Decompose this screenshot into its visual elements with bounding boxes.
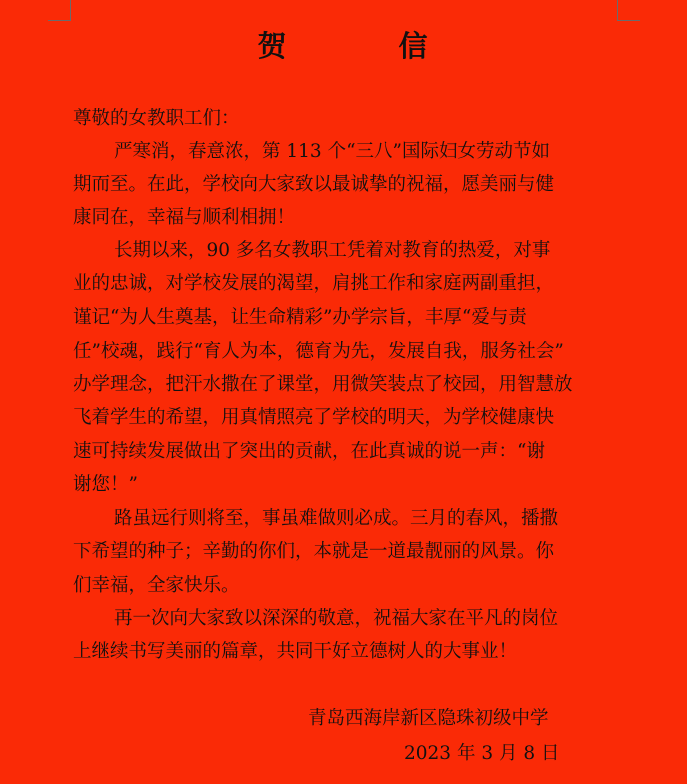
paragraph-1-line-2: 期而至。在此，学校向大家致以最诚挚的祝福，愿美丽与健 [73, 174, 555, 195]
paragraph-2-line-4: 任”校魂，践行“育人为本，德育为先，发展自我，服务社会” [73, 341, 564, 362]
paragraph-2-line-5: 办学理念，把汗水撒在了课堂，用微笑装点了校园，用智慧放 [73, 374, 573, 395]
signature-school: 青岛西海岸新区隐珠初级中学 [308, 708, 549, 729]
paragraph-3-line-2: 下希望的种子；辛勤的你们，本就是一道最靓丽的风景。你 [73, 541, 555, 562]
crop-mark-top-left [48, 0, 71, 21]
paragraph-2-line-1: 长期以来，90 多名女教职工凭着对教育的热爱，对事 [114, 240, 551, 261]
paragraph-2-line-2: 业的忠诚，对学校发展的渴望，肩挑工作和家庭两副重担， [73, 273, 555, 294]
letter-title [0, 24, 687, 65]
paragraph-2-line-3: 谨记“为人生奠基，让生命精彩”办学宗旨，丰厚“爱与责 [73, 307, 527, 328]
paragraph-3-line-1: 路虽远行则将至，事虽难做则必成。三月的春风，播撒 [114, 508, 559, 529]
paragraph-2-line-6: 飞着学生的希望，用真情照亮了学校的明天，为学校健康快 [73, 407, 555, 428]
paragraph-1-line-1: 严寒消，春意浓，第 113 个“三八”国际妇女劳动节如 [114, 141, 550, 162]
paragraph-4-line-1: 再一次向大家致以深深的敬意，祝福大家在平凡的岗位 [114, 608, 559, 629]
signature-date: 2023 年 3 月 8 日 [404, 743, 560, 764]
crop-mark-top-right [617, 0, 640, 21]
paragraph-2-line-7: 速可持续发展做出了突出的贡献，在此真诚的说一声：“谢 [73, 441, 545, 462]
salutation: 尊敬的女教职工们： [73, 108, 240, 129]
paragraph-4-line-2: 上继续书写美丽的篇章，共同干好立德树人的大事业！ [73, 641, 518, 662]
paragraph-1-line-3: 康同在，幸福与顺利相拥！ [73, 207, 296, 228]
title-char-xin: 信 [398, 29, 430, 63]
paragraph-3-line-3: 们幸福，全家快乐。 [73, 575, 240, 596]
paragraph-2-line-8: 谢您！” [73, 474, 138, 495]
title-char-he: 贺 [257, 29, 289, 63]
